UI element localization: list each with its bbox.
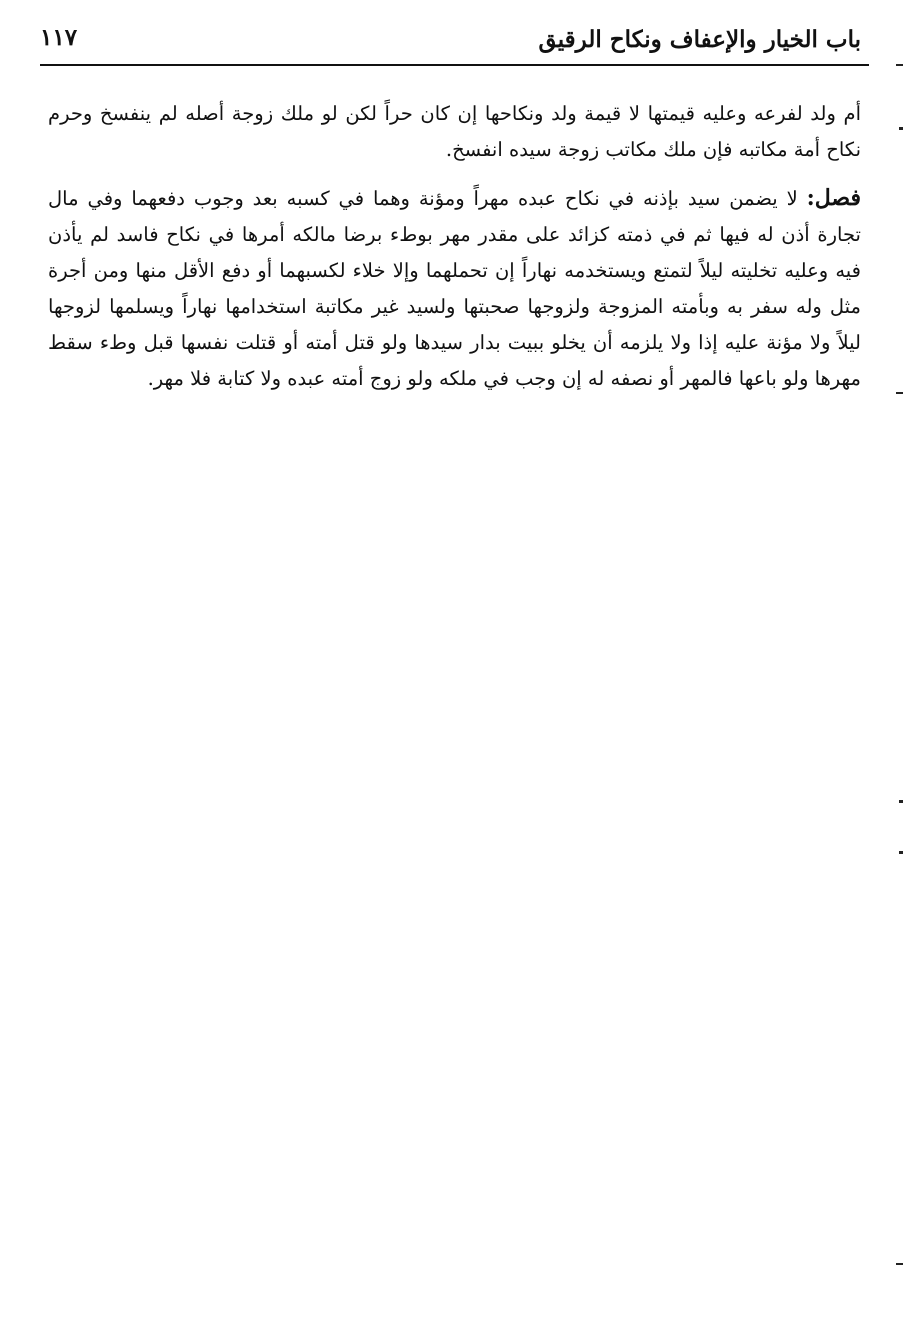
body-text	[48, 96, 861, 409]
scan-margin-mark	[896, 64, 903, 66]
paragraph-2	[48, 180, 861, 397]
page-number: ١١٧	[40, 24, 78, 51]
scan-margin-mark	[899, 800, 903, 803]
scan-margin-mark	[896, 1263, 903, 1265]
scan-margin-mark	[899, 127, 903, 130]
header-divider	[40, 64, 869, 66]
paragraph-2-text: لا يضمن سيد بإذنه في نكاح عبده مهراً ومؤنة وهما في كسبه بعد وجوب دفعهما وفي مال تجارة أذن له فيها ثم في ذمته كزائد على مقدر مهر بوطء برضا مالكه أمرها في نكاح فاسد لم يأذن فيه وعليه تخليته ليلاً لتمتع ويستخدمه نهاراً إن تحملهما وإلا خلاء لكسبهما أو دفع الأقل منها ومن أجرة مثل وله سفر به وبأمته المزوجة ولزوجها صحبتها ولسيد غير مكاتبة استخدامها نهاراً ويسلمها لزوجها ليلاً ولا مؤنة عليه إذا ولا يلزمه أن يخلو ببيت بدار سيدها ولو قتل أمته أو قتلت نفسها قبل وطء سقط مهرها ولو باعها فالمهر أو نصفه له إن وجب في ملكه ولو زوج أمته عبده ولا كتابة فلا مهر.	[48, 187, 861, 390]
scan-margin-mark	[896, 392, 903, 394]
paragraph-1: أم ولد لفرعه وعليه قيمتها لا قيمة ولد ونكاحها إن كان حراً لكن لو ملك زوجة أصله لم ينفسخ وحرم نكاح أمة مكاتبه فإن ملك مكاتب زوجة سيده انفسخ.	[48, 102, 861, 161]
chapter-title: باب الخيار والإعفاف ونكاح الرقيق	[538, 26, 861, 53]
section-label: فصل:	[806, 185, 861, 211]
scan-margin-mark	[899, 851, 903, 854]
running-header	[40, 16, 869, 64]
